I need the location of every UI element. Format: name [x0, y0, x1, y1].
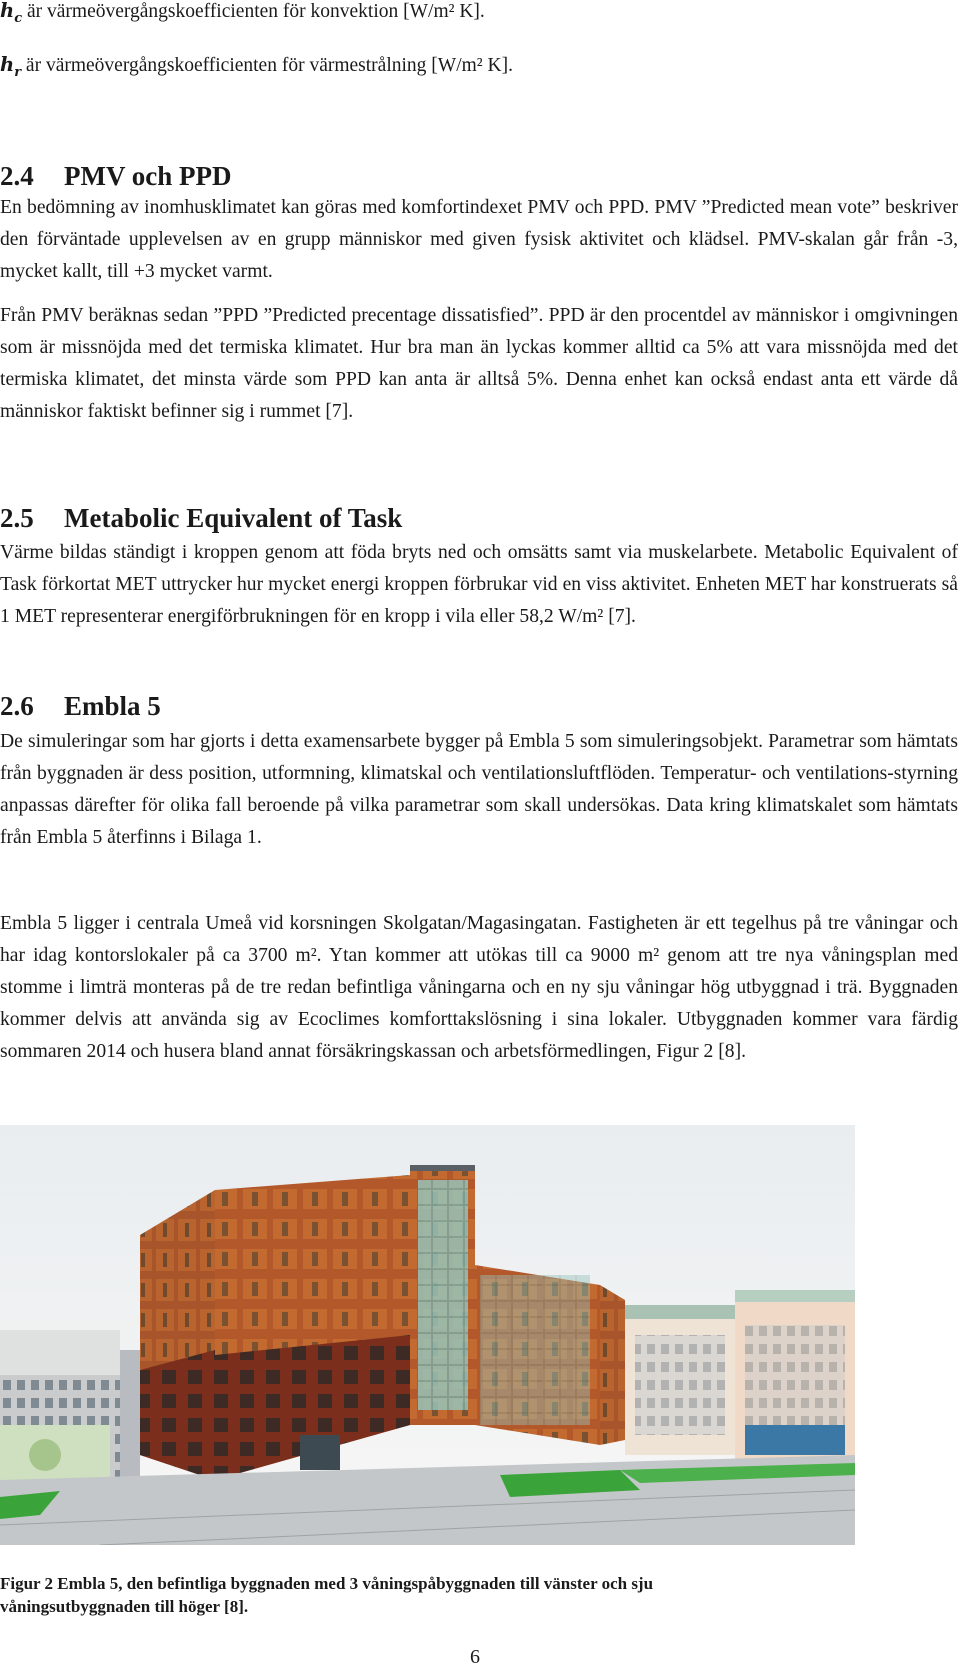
building-illustration [0, 1125, 855, 1545]
section-heading-2-6: 2.6 Embla 5 [0, 691, 161, 721]
figure-embla-5-image [0, 1125, 855, 1545]
definition-hc [0, 0, 485, 30]
paragraph-2-4-2: Från PMV beräknas sedan ”PPD ”Predicted precentage dissatisfied”. PPD är den procentdel av människor i omgivningen som är missnöjda med det termiska klimatet. Hur bra man än lyckas kommer alltid ca 5% att vara missnöjda med det termiska klimatet, det minsta värde som PPD kan anta är alltså 5%. Denna enhet kan också endast anta ett värde då människor faktiskt befinner sig i rummet [7]. [0, 305, 958, 422]
paragraph-2-4-1: En bedömning av inomhusklimatet kan göras med komfortindexet PMV och PPD. PMV ”Predicted mean vote” beskriver den förväntade upplevelsen av en grupp människor med given fysisk aktivitet och klädsel. PMV-skalan går från -3, mycket kallt, till +3 mycket varmt. [0, 197, 958, 282]
paragraph-2-6-2: Embla 5 ligger i centrala Umeå vid korsningen Skolgatan/Magasingatan. Fastigheten är ett tegelhus på tre våningar och har idag kontorslokaler på ca 3700 m². Ytan kommer att utökas till ca 9000 m² genom att tre nya våningsplan med stomme i limträ monteras på de tre redan befintliga våningarna och en ny sju våningar hög utbyggnad i trä. Byggnaden kommer delvis att använda sig av Ecoclimes komforttakslösning i sina lokaler. Utbyggnaden kommer vara färdig sommaren 2014 och husera bland annat försäkringskassan och arbetsförmedlingen, Figur 2 [8]. [0, 913, 958, 1062]
paragraph-2-6-1: De simuleringar som har gjorts i detta examensarbete bygger på Embla 5 som simuleringsobjekt. Parametrar som hämtats från byggnaden är dess position, utformning, klimatskal och ventilationsluftflöden. Temperatur- och ventilations-styrning anpassas därefter för olika fall beroende på vilka parametrar som skall undersökas. Data kring klimatskalet som hämtats från Embla 5 återfinns i Bilaga 1. [0, 731, 958, 848]
page-number: 6 [470, 1646, 480, 1668]
definition-hr-text: är värmeövergångskoefficienten för värmestrålning [W/m² K]. [25, 55, 513, 76]
symbol-hr: $h_r$ [0, 53, 22, 80]
definition-hc-text: är värmeövergångskoefficienten för konvektion [W/m² K]. [26, 1, 485, 22]
paragraph-2-5-1: Värme bildas ständigt i kroppen genom att föda bryts ned och omsätts samt via muskelarbete. Metabolic Equivalent of Task förkortat MET uttrycker hur mycket energi kroppen förbrukar vid en viss aktivitet. Enheten MET har konstruerats så 1 MET representerar energiförbrukningen för en kropp i vila eller 58,2 W/m² [7]. [0, 542, 958, 627]
symbol-hc: $h_c$ [0, 0, 23, 26]
figure-caption: Figur 2 Embla 5, den befintliga byggnaden med 3 våningspåbyggnaden till vänster och sju våningsutbyggnaden till höger [8]. [0, 1574, 654, 1616]
definition-hr [0, 54, 513, 84]
section-heading-2-5: 2.5 Metabolic Equivalent of Task [0, 503, 403, 533]
section-heading-2-4: 2.4 PMV och PPD [0, 161, 232, 191]
